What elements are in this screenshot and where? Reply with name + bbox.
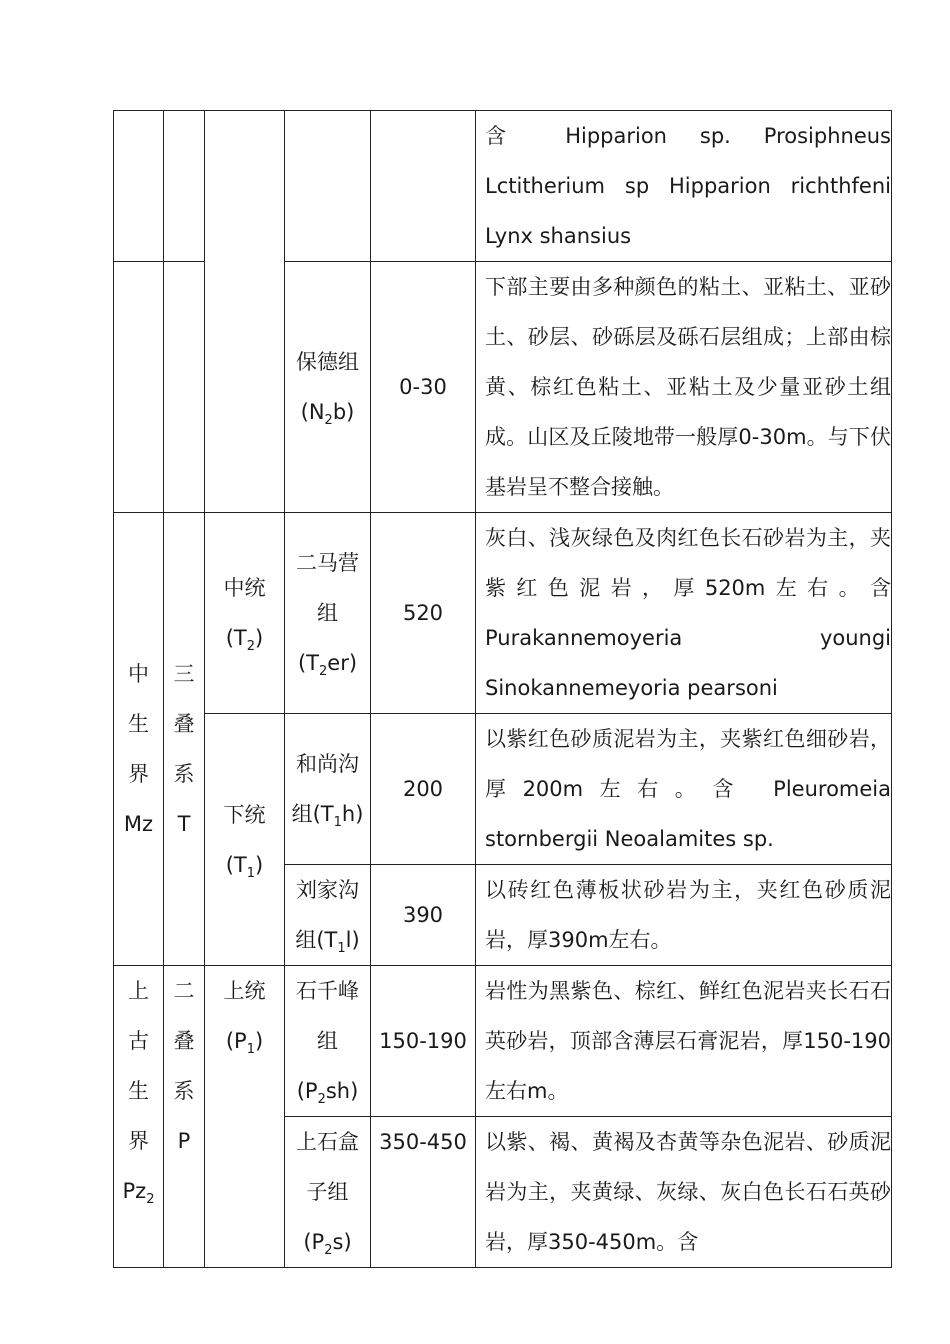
erathem-cell: 上 古 生 界 $Pz_2$ [114, 966, 164, 1268]
series-cell: 下统 $(T_1)$ [205, 714, 285, 966]
description-cell: 岩性为黑紫色、棕红、鲜红色泥岩夹长石石英砂岩，顶部含薄层石膏泥岩，厚150-190左右m。 [476, 966, 892, 1117]
thickness-cell: 390 [371, 865, 476, 966]
thickness-cell: 350-450 [371, 1117, 476, 1268]
formation-cell [285, 111, 371, 262]
thickness-cell: 0-30 [371, 262, 476, 513]
system-cell: 二 叠 系 P [164, 966, 205, 1268]
table-row [114, 513, 892, 714]
series-cell: 中统 $(T_2)$ [205, 513, 285, 714]
erathem-cell: 中 生 界 Mz [114, 513, 164, 966]
formation-name: 保德组 [296, 350, 359, 374]
erathem-cell [114, 111, 164, 262]
stratigraphy-table [113, 110, 892, 1268]
thickness-cell: 200 [371, 714, 476, 865]
series-cell [205, 111, 285, 513]
description-cell: 下部主要由多种颜色的粘土、亚粘土、亚砂土、砂层、砂砾层及砾石层组成；上部由棕黄、棕红色粘土、亚粘土及少量亚砂土组成。山区及丘陵地带一般厚0-30m。与下伏基岩呈不整合接触。 [476, 262, 892, 513]
system-cell: 三 叠 系 T [164, 513, 205, 966]
erathem-cell [114, 262, 164, 513]
thickness-cell [371, 111, 476, 262]
system-cell [164, 262, 205, 513]
description-cell: 以紫红色砂质泥岩为主，夹紫红色细砂岩，厚200m左右。含 Pleuromeia stornbergii Neoalamites sp. [476, 714, 892, 865]
formation-cell: 刘家沟 组$(T_1l)$ [285, 865, 371, 966]
table-row [114, 111, 892, 262]
thickness-cell: 520 [371, 513, 476, 714]
description-cell: 以紫、褐、黄褐及杏黄等杂色泥岩、砂质泥岩为主，夹黄绿、灰绿、灰白色长石石英砂岩，厚350-450m。含 [476, 1117, 892, 1268]
table-row [114, 714, 892, 865]
table-row [114, 966, 892, 1117]
description-cell: 灰白、浅灰绿色及肉红色长石砂岩为主，夹紫红色泥岩，厚520m左右。含 Purakannemoyeria youngi Sinokannemeyoria pearsoni [476, 513, 892, 714]
formation-cell [285, 262, 371, 513]
formation-cell: 上石盒 子组 $(P_2s)$ [285, 1117, 371, 1268]
formation-code: $(N_2b)$ [300, 400, 355, 428]
formation-cell: 和尚沟 组$(T_1h)$ [285, 714, 371, 865]
description-cell: 以砖红色薄板状砂岩为主，夹红色砂质泥岩，厚390m左右。 [476, 865, 892, 966]
thickness-cell: 150-190 [371, 966, 476, 1117]
description-cell: 含 Hipparion sp. Prosiphneus Lctitherium sp Hipparion richthfeni Lynx shansius [476, 111, 892, 262]
formation-cell: 二马营 组 $(T_2er)$ [285, 513, 371, 714]
system-cell [164, 111, 205, 262]
series-cell: 上统 $(P_1)$ [205, 966, 285, 1268]
formation-cell: 石千峰 组 $(P_2sh)$ [285, 966, 371, 1117]
